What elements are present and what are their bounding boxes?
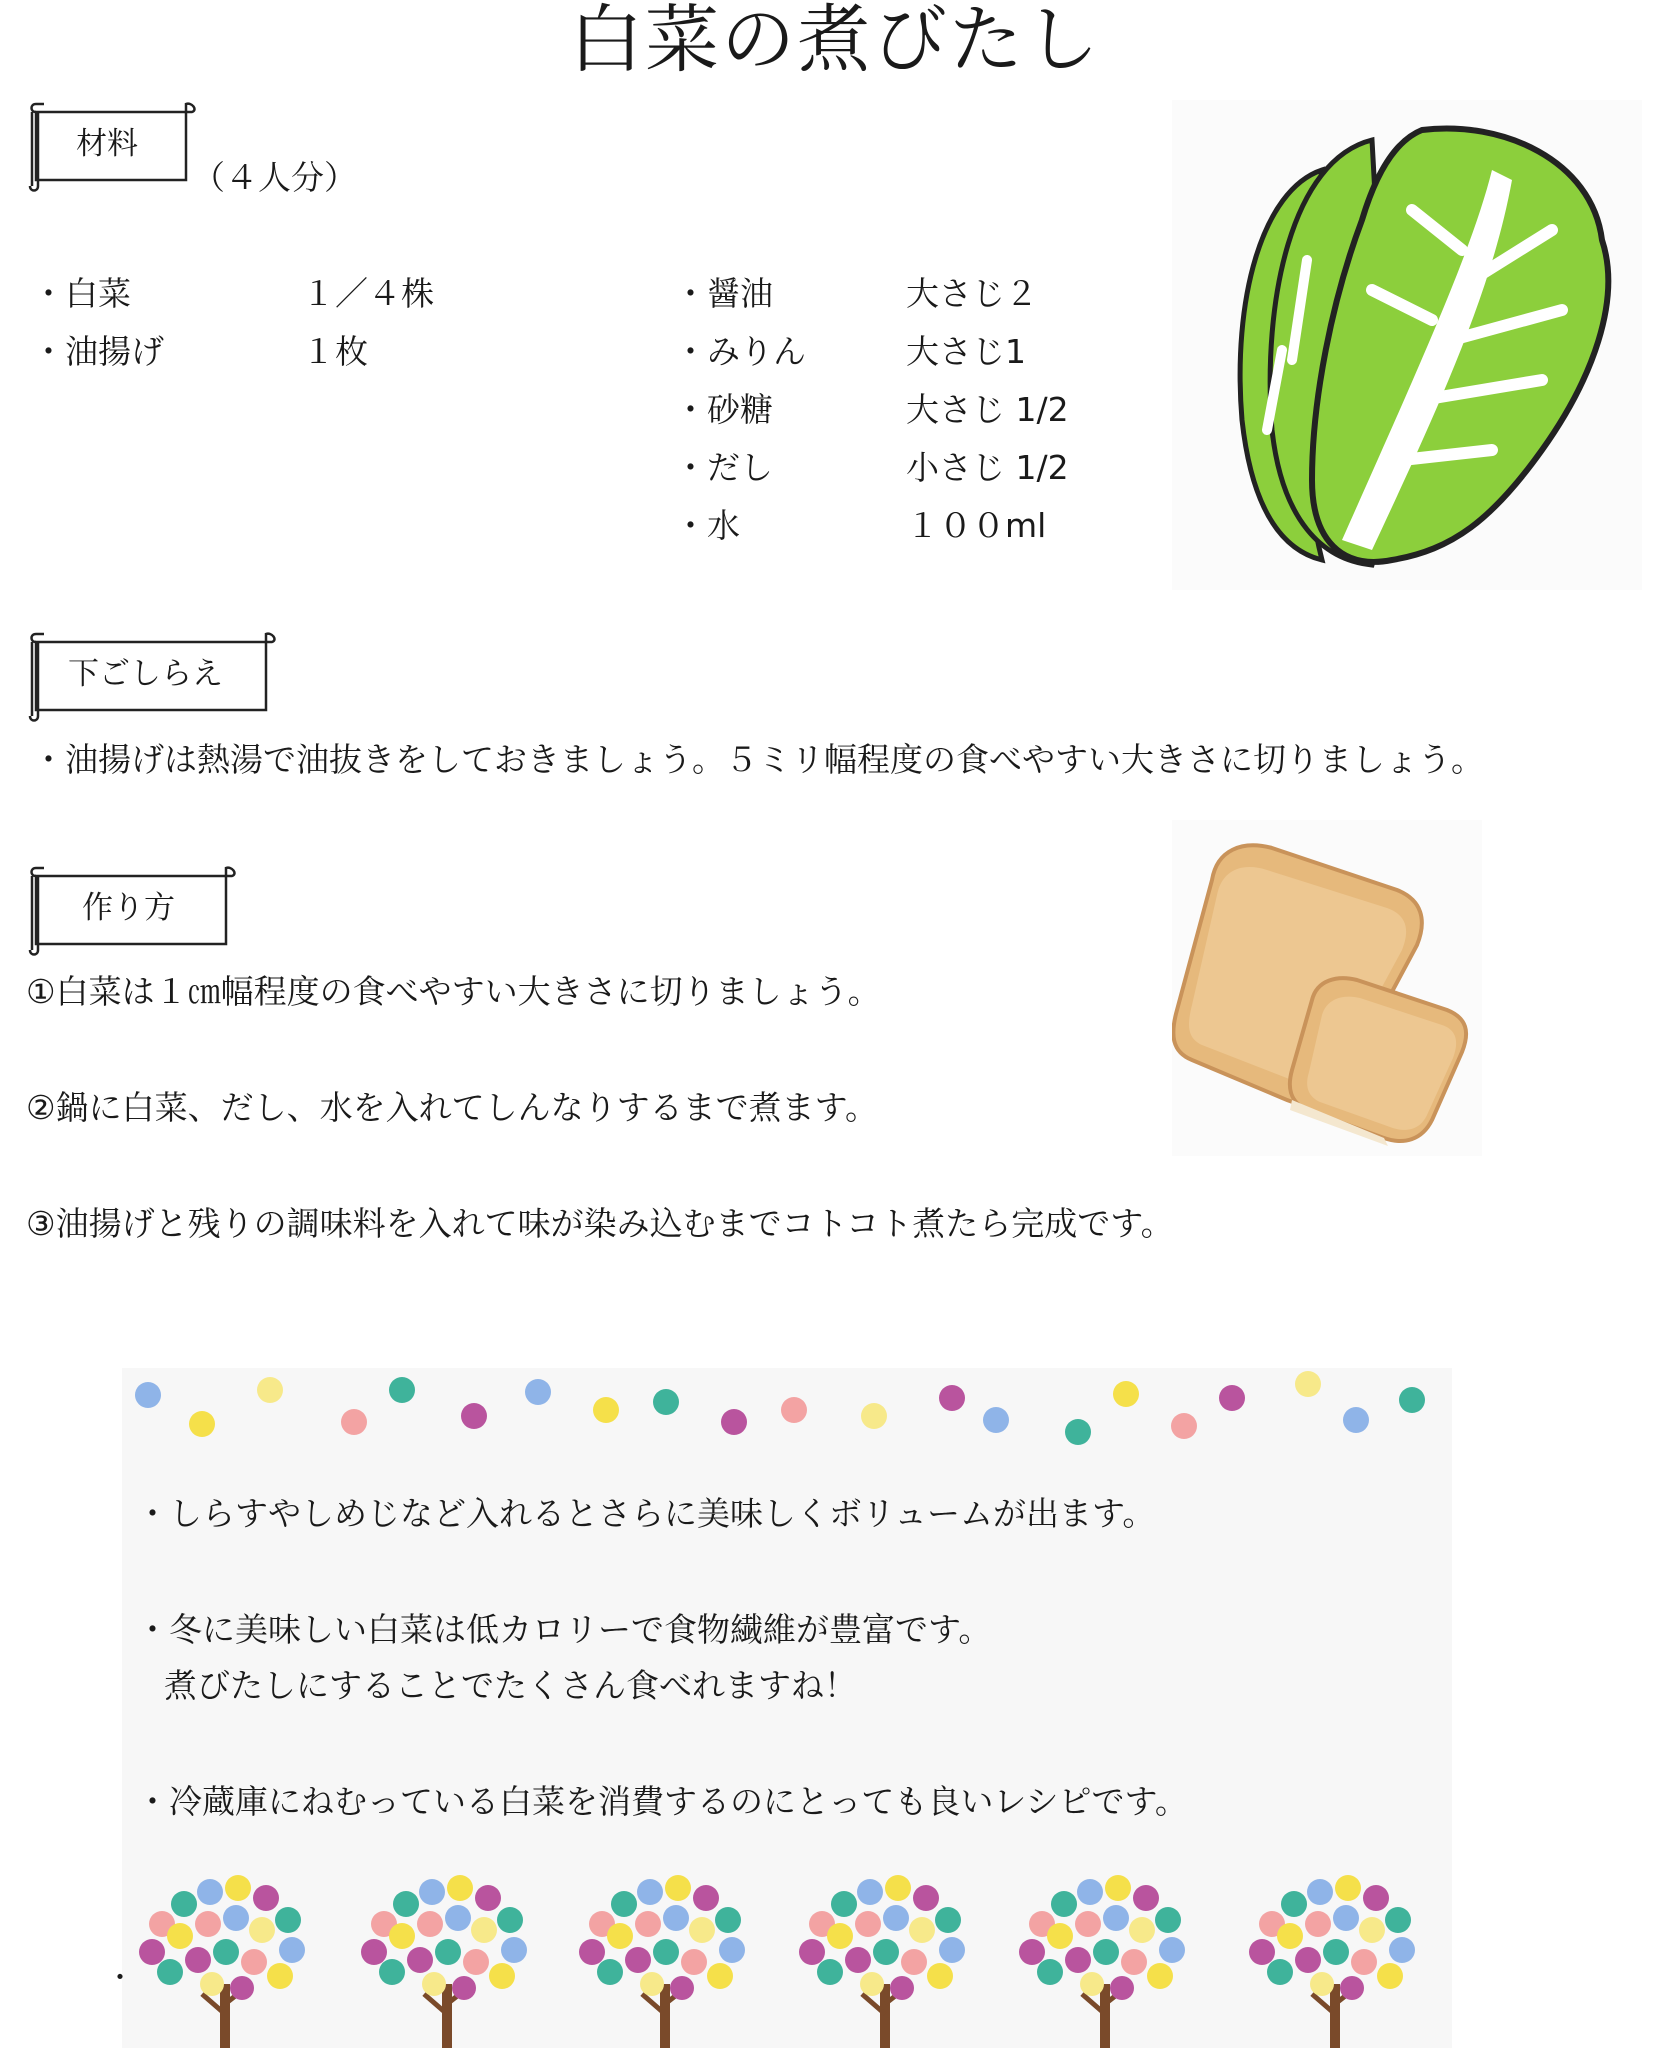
cabbage-illustration xyxy=(1172,100,1642,590)
ingredient-amount-left-2: １枚 xyxy=(302,332,368,371)
tip-3: ・冷蔵庫にねむっている白菜を消費するのにとっても良いレシピです。 xyxy=(136,1782,1188,1821)
ingredient-name-right-2: ・みりん xyxy=(674,332,806,371)
ingredient-name: ・油揚げ xyxy=(32,332,164,371)
stray-bullet: ・ xyxy=(106,1961,135,1994)
tip-2-line-1: ・冬に美味しい白菜は低カロリーで食物繊維が豊富です。 xyxy=(136,1610,992,1649)
ingredient-amount-left-1: １／４株 xyxy=(302,274,434,313)
tip-2-line-2: 煮びたしにすることでたくさん食べれますね！ xyxy=(164,1666,857,1705)
ingredient-amount-right-2: 大さじ1 xyxy=(906,332,1026,371)
servings-text: （４人分） xyxy=(192,158,357,197)
ingredient-amount-right-3: 大さじ 1/2 xyxy=(906,390,1069,429)
ingredients-label-box xyxy=(26,98,196,192)
ingredient-name-right-4: ・だし xyxy=(674,448,773,487)
step-3: ③油揚げと残りの調味料を入れて味が染み込むまでコトコト煮たら完成です。 xyxy=(26,1204,1174,1243)
aburaage-icon xyxy=(1172,820,1482,1156)
dots-border-icon xyxy=(122,1368,1452,1478)
ingredients-label: 材料 xyxy=(76,126,138,162)
page-title: 白菜の煮びたし xyxy=(569,0,1101,83)
method-label: 作り方 xyxy=(82,890,175,926)
ingredient-name-right-1: ・醤油 xyxy=(674,274,773,313)
ingredient-amount-right-5: １００ml xyxy=(906,506,1047,545)
step-1: ①白菜は１㎝幅程度の食べやすい大きさに切りましょう。 xyxy=(26,972,881,1011)
ingredient-name-right-5: ・水 xyxy=(674,506,740,545)
aburaage-illustration xyxy=(1172,820,1482,1156)
ingredient-row-left-1 xyxy=(32,274,131,314)
ingredient-amount-right-4: 小さじ 1/2 xyxy=(906,448,1069,487)
ingredient-name: ・白菜 xyxy=(32,274,131,313)
method-label-box xyxy=(26,862,236,956)
trees-border-icon xyxy=(122,1864,1452,2048)
ingredient-name-right-3: ・砂糖 xyxy=(674,390,773,429)
prep-text: ・油揚げは熱湯で油抜きをしておきましょう。５ミリ幅程度の食べやすい大きさに切りましょう。 xyxy=(32,740,1484,779)
cabbage-icon xyxy=(1172,100,1642,590)
ingredient-amount-right-1: 大さじ２ xyxy=(906,274,1038,313)
step-2: ②鍋に白菜、だし、水を入れてしんなりするまで煮ます。 xyxy=(26,1088,878,1127)
prep-label-box xyxy=(26,628,276,722)
ingredient-row-left-2 xyxy=(32,332,164,372)
tip-1: ・しらすやしめじなど入れるとさらに美味しくボリュームが出ます。 xyxy=(136,1494,1156,1533)
prep-label: 下ごしらえ xyxy=(68,656,223,692)
